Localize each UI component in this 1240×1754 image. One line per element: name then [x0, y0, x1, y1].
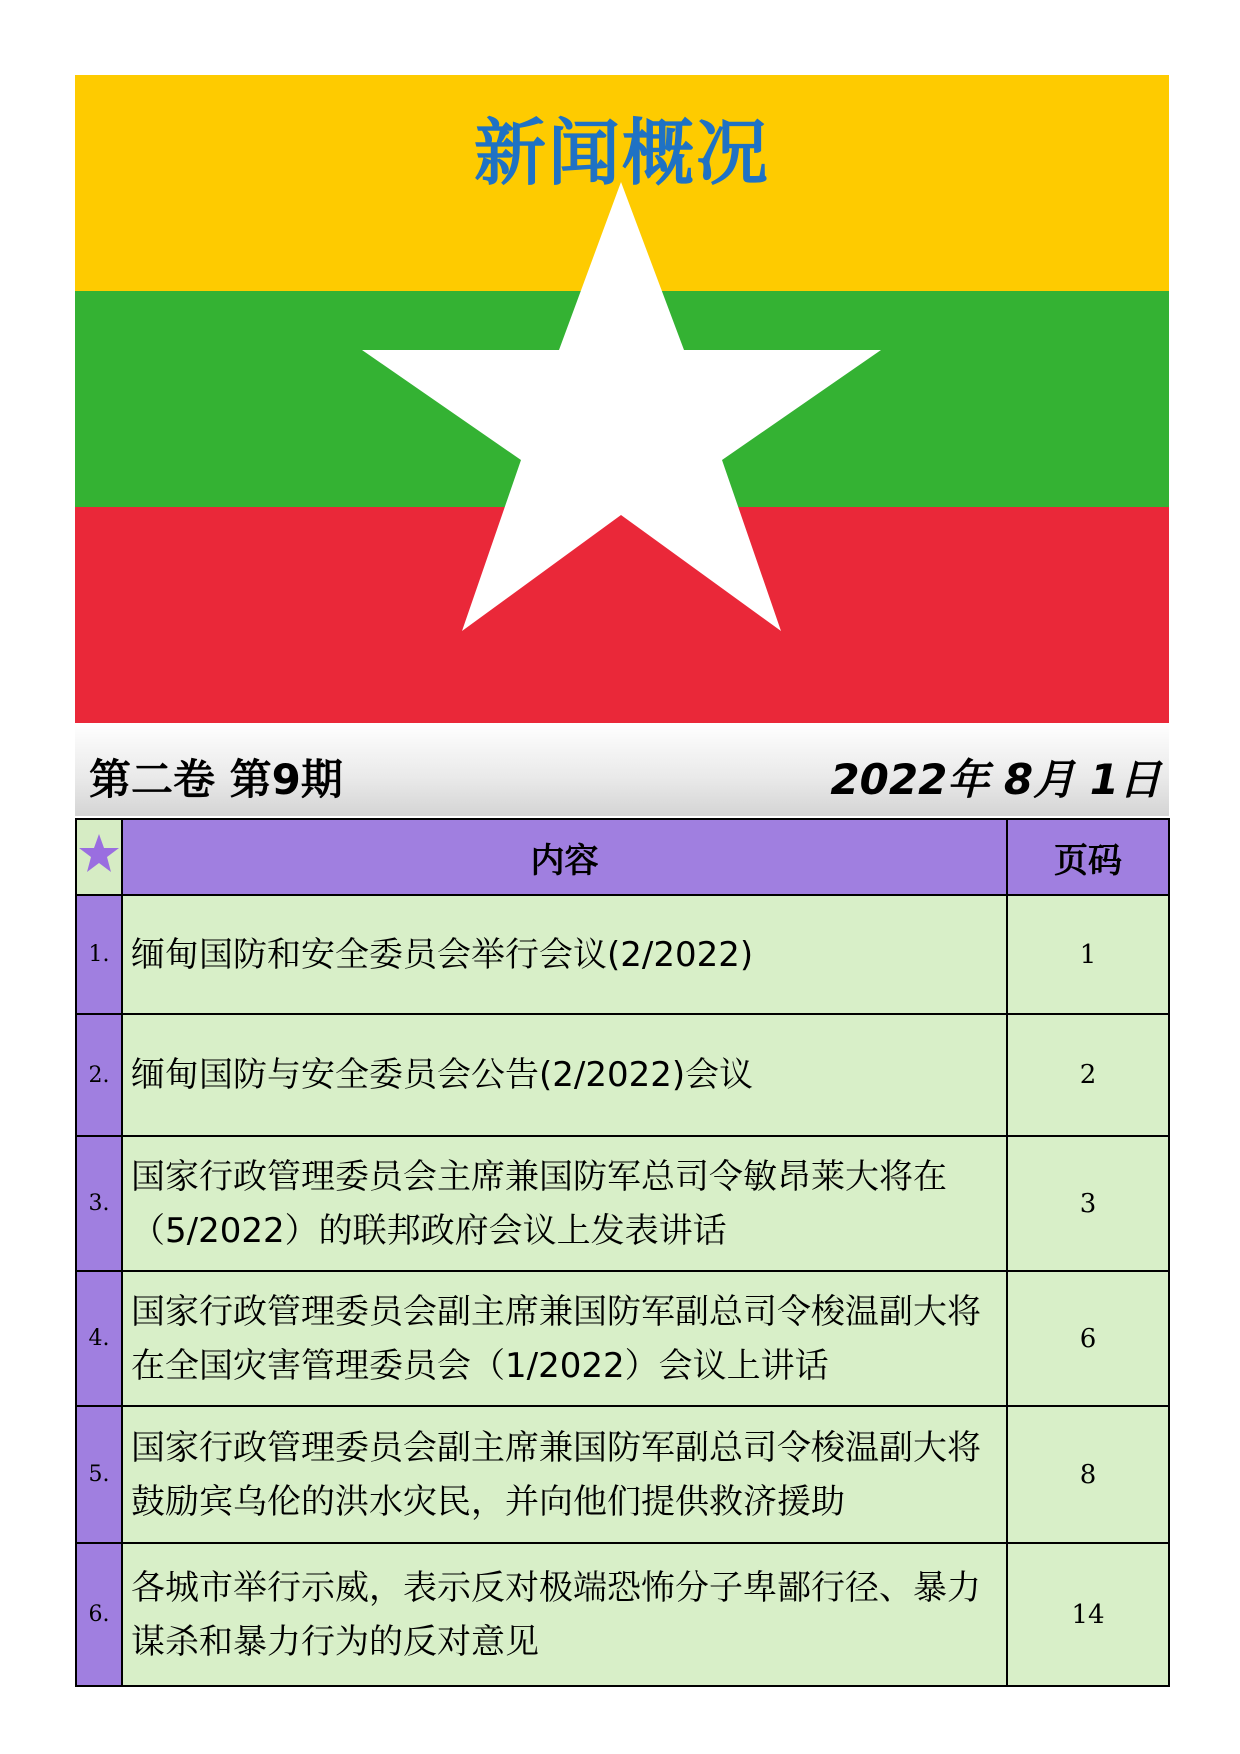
row-page: 3 [1007, 1136, 1169, 1271]
header-page: 页码 [1007, 819, 1169, 895]
table-row[interactable] [76, 1136, 1169, 1271]
cover-title: 新闻概况 [473, 111, 770, 195]
row-title[interactable]: 缅甸国防与安全委员会公告(2/2022)会议 [122, 1014, 1007, 1136]
row-page: 14 [1007, 1543, 1169, 1686]
row-page: 8 [1007, 1406, 1169, 1543]
table-row[interactable] [76, 1014, 1169, 1136]
issue-volume: 第二卷 第9期 [89, 755, 343, 804]
row-number: 1. [76, 895, 122, 1014]
table-row[interactable] [76, 1271, 1169, 1406]
row-page: 2 [1007, 1014, 1169, 1136]
issue-bar [75, 723, 1169, 816]
row-title[interactable]: 国家行政管理委员会副主席兼国防军副总司令梭温副大将在全国灾害管理委员会（1/2022）会议上讲话 [122, 1271, 1007, 1406]
table-header-row [76, 819, 1169, 895]
myanmar-flag [75, 75, 1169, 723]
row-number: 5. [76, 1406, 122, 1543]
table-row[interactable] [76, 895, 1169, 1014]
contents-table [75, 818, 1170, 1687]
row-title[interactable]: 国家行政管理委员会主席兼国防军总司令敏昂莱大将在（5/2022）的联邦政府会议上发表讲话 [122, 1136, 1007, 1271]
row-title[interactable]: 缅甸国防和安全委员会举行会议(2/2022) [122, 895, 1007, 1014]
row-title[interactable]: 国家行政管理委员会副主席兼国防军副总司令梭温副大将鼓励宾乌伦的洪水灾民，并向他们提供救济援助 [122, 1406, 1007, 1543]
row-number: 4. [76, 1271, 122, 1406]
table-row[interactable] [76, 1543, 1169, 1686]
row-number: 6. [76, 1543, 122, 1686]
table-row[interactable] [76, 1406, 1169, 1543]
issue-date: 2022年 8月 1日 [830, 755, 1161, 804]
header-star-cell [76, 819, 122, 895]
row-number: 2. [76, 1014, 122, 1136]
header-content: 内容 [122, 819, 1007, 895]
row-page: 6 [1007, 1271, 1169, 1406]
star-icon [78, 832, 120, 874]
row-title[interactable]: 各城市举行示威，表示反对极端恐怖分子卑鄙行径、暴力谋杀和暴力行为的反对意见 [122, 1543, 1007, 1686]
row-page: 1 [1007, 895, 1169, 1014]
row-number: 3. [76, 1136, 122, 1271]
